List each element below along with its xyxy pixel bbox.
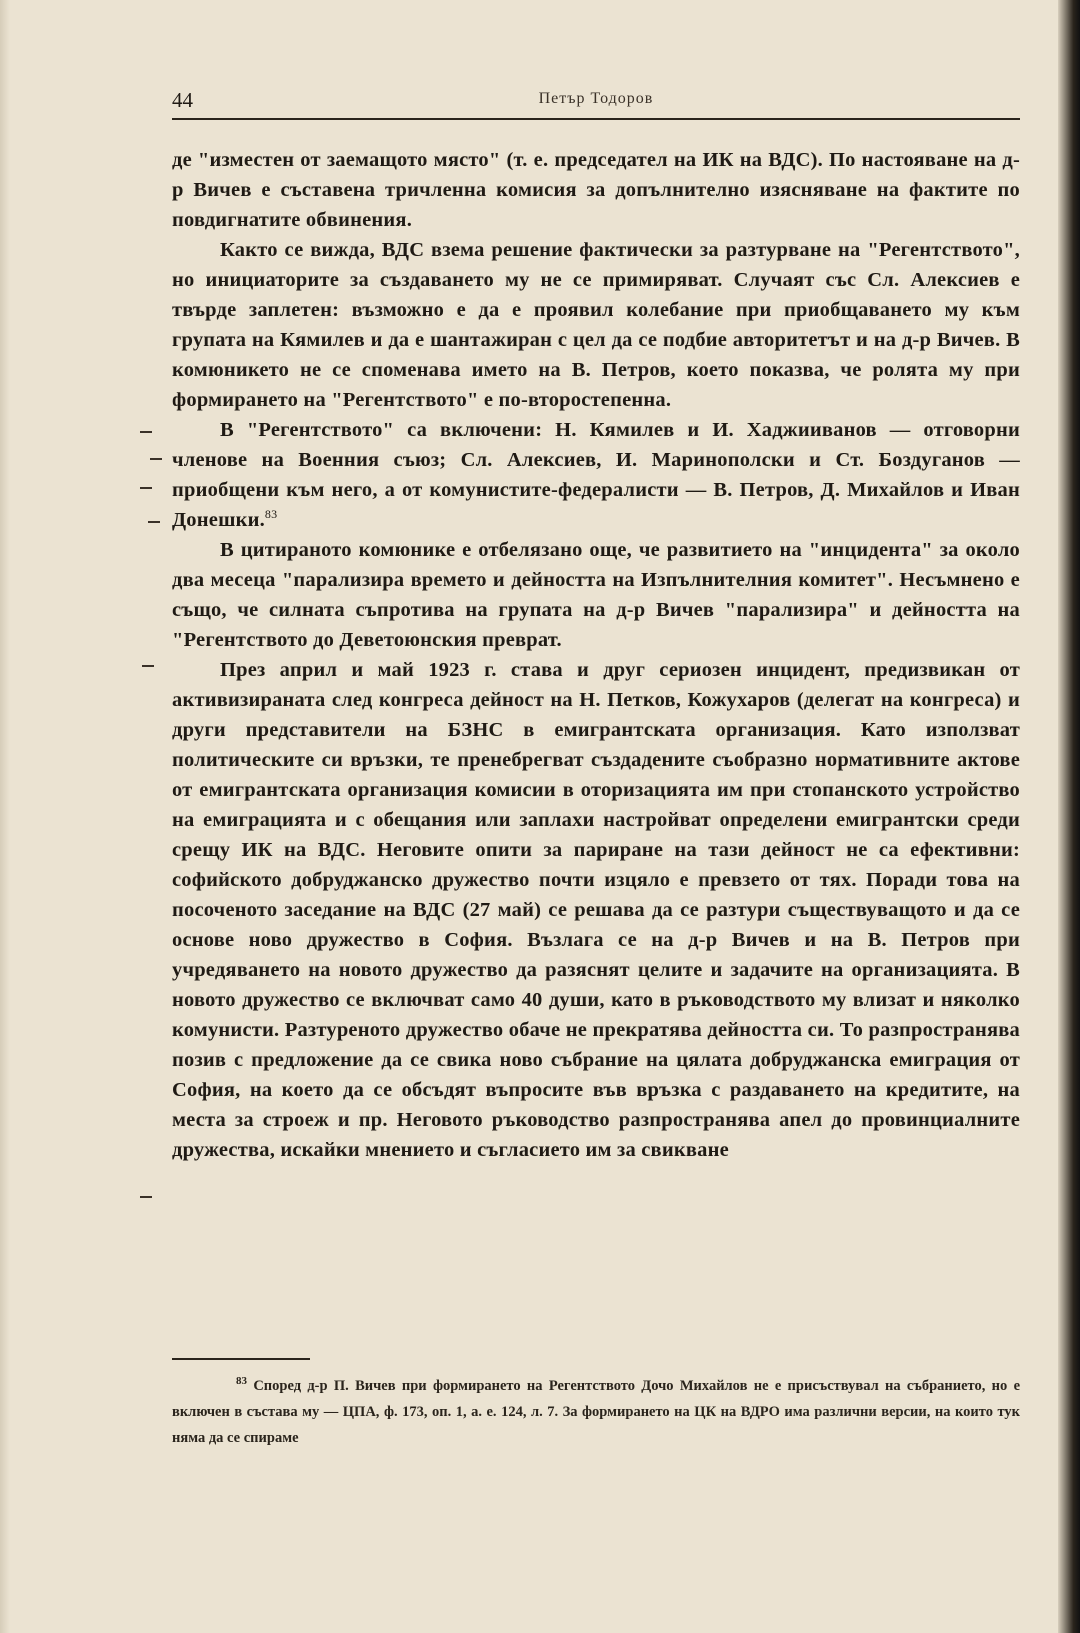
paragraph-2: [172, 235, 1020, 415]
footnote-text: Според д-р П. Вичев при формирането на Регентството Дочо Михайлов не е присъствувал на събранието, но е включен в състава му — ЦПА, ф. 173, оп. 1, а. е. 124, л. 7. За формирането на ЦК на ВДРО има различни версии, на които тук няма да се спираме: [172, 1378, 1021, 1446]
margin-dash: [142, 665, 154, 667]
footnote: [172, 1373, 1020, 1451]
body-text: [172, 145, 1020, 1165]
running-head: Петър Тодоров: [538, 90, 654, 107]
footnote-rule: [172, 1358, 310, 1360]
paragraph-text: В "Регентството" са включени: Н. Кямилев и И. Хаджииванов — отговорни членове на Военния съюз; Сл. Алексиев, И. Маринополски и Ст. Боздуганов — приобщени към него, а от комунистите-федералисти — В. Петров, Д. Михайлов и Иван Донешки.: [172, 419, 1020, 531]
margin-dash: [140, 1196, 152, 1198]
paragraph-text: Както се вижда, ВДС взема решение фактически за разтурване на "Регентството", но инициаторите за създаването му не се примиряват. Случаят със Сл. Алексиев е твърде заплетен: възможно е да е проявил колебание при приобщаването му към групата на Кямилев и да е шантажиран с цел да се подбие авторитетът и на д-р Вичев. В комюникето не се споменава името на В. Петров, което показва, че ролята му при формирането на "Регентството" е по-второстепенна.: [172, 239, 1020, 411]
paragraph-text: През април и май 1923 г. става и друг сериозен инцидент, предизвикан от активизираната след конгреса дейност на Н. Петков, Кожухаров (делегат на конгреса) и други представители на БЗНС в емигрантската организация. Като използват политическите си връзки, те пренебрегват създадените съобразно нормативните актове от емигрантската организация комисии в оторизацията им при стопанското устройство на емиграцията и с обещания или заплахи настройват определени емигрантски среди срещу ИК на ВДС. Неговите опити за париране на тази дейност не са ефективни: софийското добруджанско дружество почти изцяло е превзето от тях. Поради това на посоченото заседание на ВДС (27 май) се решава да се разтури съществуващото и да се основе ново дружество в София. Възлага се на д-р Вичев и на В. Петров при учредяването на новото дружество да разяснят целите и задачите на организацията. В новото дружество се включват само 40 души, като в ръководството му влизат и няколко комунисти. Разтуреното дружество обаче не прекратява дейността си. То разпространява позив с предложение да се свика ново събрание на цялата добруджанска емиграция от София, на което да се обсъдят въпросите във връзка с раздаването на кредитите, на места за строеж и пр. Неговото ръководство разпространява апел до провинциалните дружества, искайки мнението и съгласието им за свикване: [172, 659, 1020, 1161]
page-number: 44: [172, 88, 193, 112]
paragraph-5: [172, 655, 1020, 1165]
margin-dash: [148, 521, 160, 523]
page-gutter: [0, 0, 10, 1633]
paragraph-1: [172, 145, 1020, 235]
paragraph-text: де "изместен от заемащото място" (т. е. председател на ИК на ВДС). По настояване на д-р Вичев е съставена тричленна комисия за допълнително изясняване на фактите по повдигнатите обвинения.: [172, 149, 1020, 231]
footnote-reference: 83: [264, 507, 278, 522]
margin-dash: [150, 458, 162, 460]
page-edge-shadow: [1058, 0, 1080, 1633]
margin-dash: [140, 431, 152, 433]
paragraph-4: [172, 535, 1020, 655]
margin-dash: [140, 487, 152, 489]
footnote-number: 83: [236, 1375, 247, 1388]
page-header: [172, 82, 1020, 120]
paragraph-3: [172, 415, 1020, 535]
paragraph-text: В цитираното комюнике е отбелязано още, че развитието на "инцидента" за около два месеца "парализира времето и дейността на Изпълнителния комитет". Несъмнено е също, че силната съпротива на групата на д-р Вичев "парализира" и дейността на "Регентството до Деветоюнския преврат.: [172, 539, 1020, 651]
